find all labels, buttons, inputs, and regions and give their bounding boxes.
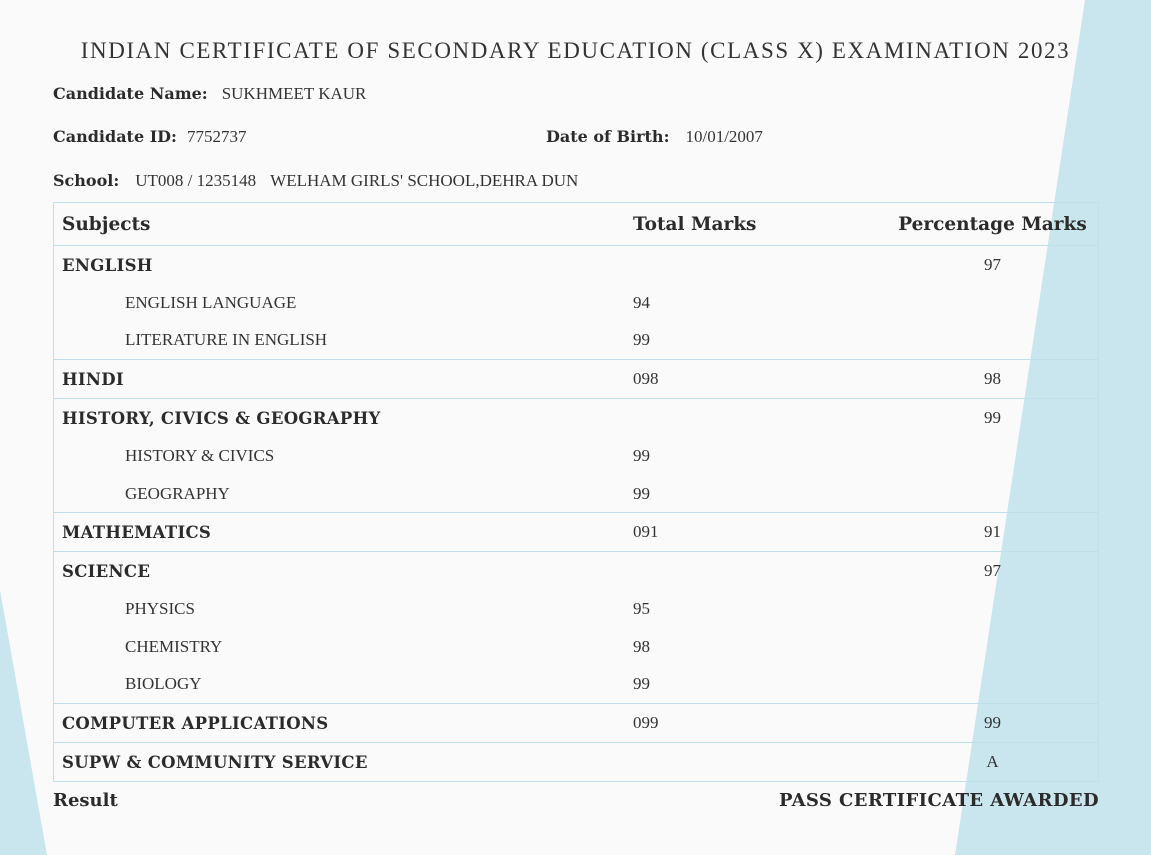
subject-name: BIOLOGY (125, 674, 202, 694)
subject-name: HISTORY, CIVICS & GEOGRAPHY (54, 399, 626, 438)
table-row (54, 513, 1099, 552)
result-label: Result (53, 790, 118, 811)
candidate-name-row (53, 84, 366, 104)
percentage-marks: 97 (887, 552, 1099, 591)
school-label: School: (53, 171, 120, 190)
date-of-birth-value: 10/01/2007 (685, 127, 763, 146)
percentage-marks: 91 (887, 513, 1099, 552)
marks-table-body (54, 246, 1099, 782)
percentage-marks (887, 437, 1099, 475)
total-marks: 99 (633, 330, 650, 350)
total-marks (625, 552, 887, 591)
table-row (54, 437, 1099, 475)
percentage-marks (887, 322, 1099, 360)
subject-name: HINDI (54, 360, 626, 399)
page-title: INDIAN CERTIFICATE OF SECONDARY EDUCATION (CLASS X) EXAMINATION 2023 (80, 38, 1071, 63)
percentage-marks (887, 590, 1099, 628)
subject-name: COMPUTER APPLICATIONS (54, 704, 626, 743)
table-row (54, 590, 1099, 628)
percentage-marks: 99 (887, 704, 1099, 743)
total-marks (625, 743, 887, 782)
school-row (53, 171, 578, 191)
subject-name: ENGLISH LANGUAGE (125, 292, 297, 312)
table-row (54, 475, 1099, 513)
percentage-marks: 99 (887, 399, 1099, 438)
table-row (54, 399, 1099, 438)
candidate-name-value: SUKHMEET KAUR (221, 84, 367, 103)
subjects-header: Subjects (54, 203, 626, 246)
total-marks (625, 246, 887, 285)
subject-name: HISTORY & CIVICS (125, 445, 275, 465)
percentage-marks: A (887, 743, 1099, 782)
result-value: PASS CERTIFICATE AWARDED (778, 790, 1099, 811)
total-marks: 94 (633, 292, 650, 312)
subject-name: SUPW & COMMUNITY SERVICE (54, 743, 626, 782)
percentage-marks (887, 475, 1099, 513)
subject-name: LITERATURE IN ENGLISH (125, 330, 328, 350)
school-name: WELHAM GIRLS' SCHOOL,DEHRA DUN (270, 171, 579, 190)
subject-name: PHYSICS (125, 599, 195, 619)
school-code: UT008 / 1235148 (135, 171, 257, 190)
total-marks: 99 (633, 483, 650, 503)
total-marks: 099 (625, 704, 887, 743)
percentage-marks-header: Percentage Marks (887, 203, 1099, 246)
table-row (54, 360, 1099, 399)
percentage-marks (887, 284, 1099, 322)
marks-table-header (54, 203, 1099, 246)
percentage-marks: 97 (887, 246, 1099, 285)
table-row (54, 552, 1099, 591)
percentage-marks (887, 628, 1099, 666)
total-marks: 091 (625, 513, 887, 552)
total-marks: 98 (633, 636, 650, 656)
subject-name: CHEMISTRY (125, 636, 223, 656)
percentage-marks: 98 (887, 360, 1099, 399)
total-marks: 95 (633, 599, 650, 619)
candidate-id-row (53, 127, 246, 147)
date-of-birth-label: Date of Birth: (546, 127, 670, 146)
percentage-marks (887, 666, 1099, 704)
candidate-id-value: 7752737 (186, 127, 247, 146)
subject-name: MATHEMATICS (54, 513, 626, 552)
table-row (54, 743, 1099, 782)
total-marks (625, 399, 887, 438)
total-marks-header: Total Marks (625, 203, 887, 246)
total-marks: 098 (625, 360, 887, 399)
total-marks: 99 (633, 674, 650, 694)
table-row (54, 628, 1099, 666)
candidate-id-label: Candidate ID: (53, 127, 177, 146)
table-row (54, 322, 1099, 360)
total-marks: 99 (633, 445, 650, 465)
table-row (54, 704, 1099, 743)
candidate-name-label: Candidate Name: (53, 84, 208, 103)
table-row (54, 666, 1099, 704)
table-row (54, 246, 1099, 285)
table-row (54, 284, 1099, 322)
date-of-birth-row (546, 127, 763, 147)
subject-name: GEOGRAPHY (125, 483, 230, 503)
subject-name: SCIENCE (54, 552, 626, 591)
subject-name: ENGLISH (54, 246, 626, 285)
marks-table (53, 202, 1099, 782)
